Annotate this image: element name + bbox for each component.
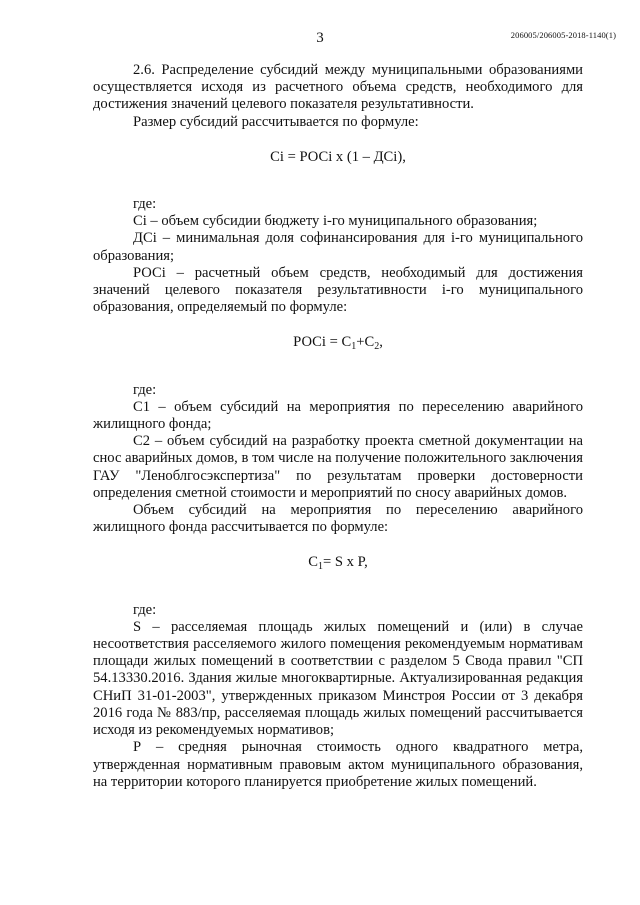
formula-roci-plus: +C [356, 334, 375, 351]
definition-p: Р – средняя рыночная стоимость одного квадратного метра, утвержденная нормативным правовым актом муниципального образования, на территории которого планируется приобретение жилых помещений. [93, 739, 583, 790]
formula-roci-end: , [379, 334, 383, 351]
paragraph-volume-intro: Объем субсидий на мероприятия по переселению аварийного жилищного фонда рассчитывается по формуле: [93, 502, 583, 536]
where-label-1: где: [133, 196, 157, 213]
formula-roci-lhs: РОСi = C [293, 334, 352, 351]
formula-roci-sub2: 2 [374, 341, 380, 353]
formula-c1-sub: 1 [317, 561, 323, 573]
definition-dci: ДСi – минимальная доля софинансирования для i-го муниципального образования; [93, 230, 583, 264]
where-label-2: где: [133, 381, 157, 398]
definition-c2: С2 – объем субсидий на разработку проекта сметной документации на снос аварийных домов, в том числе на получение положительного заключения ГАУ "Леноблгосэкспертиза" по результатам проверки достоверности определения сметной стоимости и мероприятий по сносу аварийных домов. [93, 433, 583, 501]
definition-s: S – расселяемая площадь жилых помещений и (или) в случае несоответствия расселяемого жилого помещения рекомендуемым нормативам площади жилых помещений в соответствии с разделом 5 Свода правил "СП 54.13330.2016. Здания жилые многоквартирные. Актуализированная редакция СНиП 31-01-2003", утвержденных приказом Минстроя России от 3 декабря 2016 года № 883/пр, расселяемая площадь жилых помещений рассчитывается исходя из рекомендуемых нормативов; [93, 618, 583, 739]
definition-c1: С1 – объем субсидий на мероприятия по переселению аварийного жилищного фонда; [93, 398, 583, 433]
formula-c1 [93, 554, 583, 571]
paragraph-2-6: 2.6. Распределение субсидий между муниципальными образованиями осуществляется исходя из расчетного объема средств, необходимого для достижения значений целевого показателя результативности. [93, 62, 583, 113]
definition-roci: РОСi – расчетный объем средств, необходимый для достижения значений целевого показателя результативности i-го муниципального образования, определяемый по формуле: [93, 264, 583, 316]
paragraph-size-formula-intro: Размер субсидий рассчитывается по формуле: [133, 113, 419, 130]
formula-ci: Ci = РОСi x (1 – ДСi), [270, 148, 406, 165]
definition-ci: Ci – объем субсидии бюджету i-го муниципального образования; [133, 213, 538, 230]
formula-c1-rhs: = S x P, [322, 554, 368, 571]
where-label-3: где: [133, 601, 157, 618]
document-code: 206005/206005-2018-1140(1) [510, 30, 616, 40]
page-number: 3 [316, 30, 324, 46]
formula-c1-lhs: C [308, 554, 318, 571]
document-body [93, 62, 583, 791]
formula-roci [93, 334, 583, 351]
formula-roci-sub1: 1 [351, 341, 357, 353]
